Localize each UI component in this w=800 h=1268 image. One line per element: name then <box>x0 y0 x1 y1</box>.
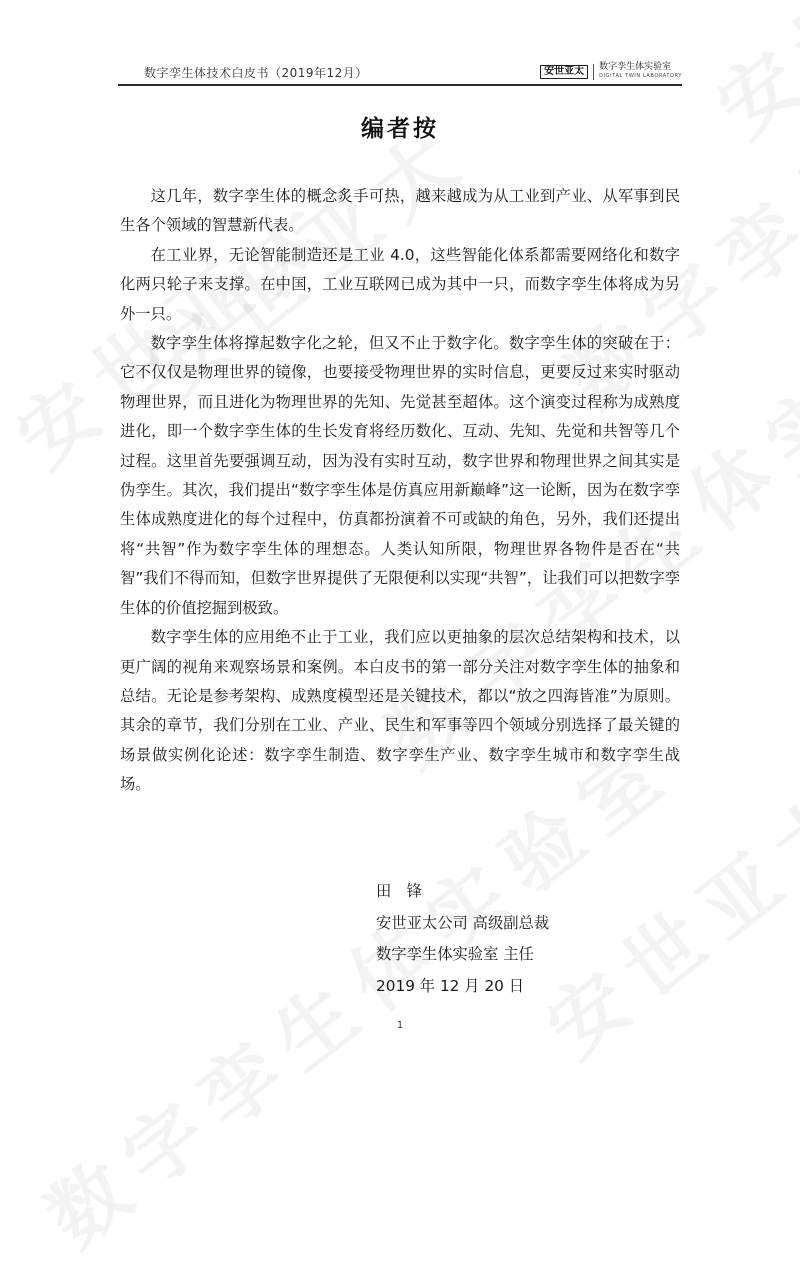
lab-label <box>599 63 682 81</box>
header-rule <box>118 84 682 86</box>
signature-name: 田 锋 <box>376 882 422 900</box>
company-logo: 安世亚太 <box>540 65 588 79</box>
lab-name: 数字孪生体实验室 <box>599 62 672 72</box>
page-header <box>118 60 682 84</box>
signature-title-company: 安世亚太公司 高级副总裁 <box>376 913 550 932</box>
header-divider <box>593 64 594 80</box>
signature-title-lab: 数字孪生体实验室 主任 <box>376 945 534 963</box>
paragraph: 数字孪生体的应用绝不止于工业，我们应以更抽象的层次总结架构和技术，以更广阔的视角来观察场景和案例。本白皮书的第一部分关注对数字孪生体的抽象和总结。无论是参考架构、成熟度模型还是关键技术，都以“放之四海皆准”为原则。其余的章节，我们分别在工业、产业、民生和军事等四个领域分别选择了最关键的场景做实例化论述：数字孪生制造、数字孪生产业、数字孪生城市和数字孪生战场。 <box>120 628 680 794</box>
signature-date: 2019 年 12 月 20 日 <box>376 976 525 995</box>
paragraph: 在工业界，无论智能制造还是工业 4.0，这些智能化体系都需要网络化和数字化两只轮子来支撑。在中国，工业互联网已成为其中一只，而数字孪生体将成为另外一只。 <box>120 245 680 323</box>
body-text <box>120 182 680 800</box>
paragraph: 数字孪生体将撑起数字化之轮，但又不止于数字化。数字孪生体的突破在于：它不仅仅是物理世界的镜像，也要接受物理世界的实时信息，更要反过来实时驱动物理世界，而且进化为物理世界的先知、先觉甚至超体。这个演变过程称为成熟度进化，即一个数字孪生体的生长发育将经历数化、互动、先知、先觉和共智等几个过程。这里首先要强调互动，因为没有实时互动，数字世界和物理世界之间其实是伪孪生。其次，我们提出“数字孪生体是仿真应用新巅峰”这一论断，因为在数字孪生体成熟度进化的每个过程中，仿真都扮演着不可或缺的角色，另外，我们还提出将“共智”作为数字孪生体的理想态。人类认知所限，物理世界各物件是否在“共智”我们不得而知，但数字世界提供了无限便利以实现“共智”，让我们可以把数字孪生体的价值挖掘到极致。 <box>120 334 680 617</box>
paragraph: 这几年，数字孪生体的概念炙手可热，越来越成为从工业到产业、从军事到民生各个领域的智慧新代表。 <box>120 187 680 235</box>
page-number: 1 <box>396 1020 404 1031</box>
header-brand <box>540 63 682 81</box>
signature-block <box>376 876 549 1002</box>
header-title: 数字孪生体技术白皮书（2019年12月） <box>144 66 368 80</box>
page-title: 编者按 <box>361 116 439 142</box>
lab-english-name: DIGITAL TWIN LABORATORY <box>599 73 682 79</box>
